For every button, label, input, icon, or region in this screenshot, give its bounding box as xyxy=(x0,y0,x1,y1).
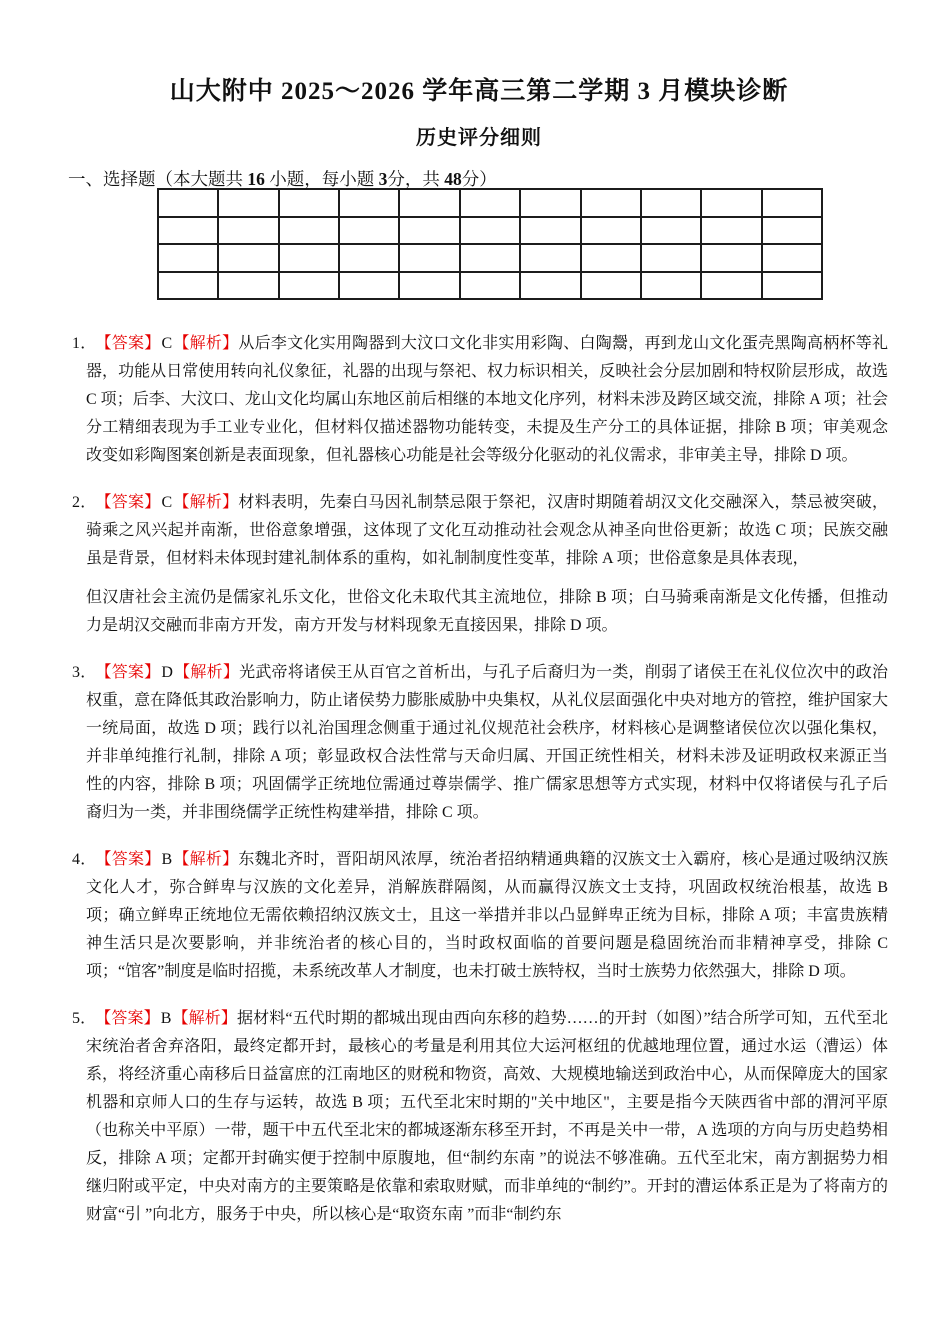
answer-grid-cell xyxy=(520,217,580,245)
answer-grid-cell xyxy=(641,244,701,272)
answer-items xyxy=(72,330,888,1229)
answer-grid-cell xyxy=(701,189,761,217)
item-paragraph xyxy=(72,1005,888,1229)
answer-value: B xyxy=(161,851,173,869)
analysis-label: 【解析】 xyxy=(173,851,239,869)
item-analysis-text: 从后李文化实用陶器到大汶口文化非实用彩陶、白陶鬶，再到龙山文化蛋壳黑陶高柄杯等礼器，功能从日常使用转向礼仪象征，礼器的出现与祭祀、权力标识相关，反映社会分层加剧和特权阶层形成，故选 C 项；后李、大汶口、龙山文化均属山东地区前后相继的本地文化序列，材料未涉及跨区域交流，排除 A 项；社会分工精细表现为手工业专业化，但材料仅描述器物功能转变，未提及生产分工的具体证据，排除 B 项；审美观念改变如彩陶图案创新是表面现象，但礼器核心功能是社会等级分化驱动的礼仪需求，非审美主导，排除 D 项。 xyxy=(86,335,888,465)
answer-grid-cell xyxy=(218,217,278,245)
answer-item-1 xyxy=(72,330,888,470)
answer-grid-row xyxy=(158,189,822,217)
answer-label: 【答案】 xyxy=(103,851,161,869)
document-subtitle: 历史评分细则 xyxy=(416,127,542,150)
answer-grid-cell xyxy=(581,189,641,217)
answer-grid-cell xyxy=(279,217,339,245)
item-paragraph xyxy=(72,659,888,827)
answer-grid-cell xyxy=(641,217,701,245)
section-heading-mid1: 小题，每小题 xyxy=(264,169,379,190)
analysis-label: 【解析】 xyxy=(173,494,239,512)
answer-grid-cell xyxy=(218,189,278,217)
item-number: 4． xyxy=(72,851,97,869)
answer-grid-cell xyxy=(701,244,761,272)
answer-grid-cell xyxy=(520,189,580,217)
answer-grid-cell xyxy=(158,244,218,272)
answer-label: 【答案】 xyxy=(103,335,161,353)
question-count: 16 xyxy=(247,169,265,190)
answer-item-2 xyxy=(72,489,888,640)
answer-grid-cell xyxy=(158,217,218,245)
answer-grid-cell xyxy=(762,244,822,272)
answer-item-5 xyxy=(72,1005,888,1229)
answer-value: C xyxy=(161,335,173,353)
answer-grid-cell xyxy=(460,272,520,300)
answer-grid-cell xyxy=(762,189,822,217)
answer-grid-cell xyxy=(218,244,278,272)
answer-grid-cell xyxy=(158,272,218,300)
document-title: 山大附中 2025～2026 学年高三第二学期 3 月模块诊断 xyxy=(169,78,789,105)
answer-grid-cell xyxy=(520,272,580,300)
answer-grid-cell xyxy=(641,189,701,217)
answer-label: 【答案】 xyxy=(103,664,161,682)
item-paragraph xyxy=(72,489,888,573)
points-each: 3 xyxy=(378,169,388,190)
section-heading-suffix: 分） xyxy=(461,169,497,190)
analysis-label: 【解析】 xyxy=(172,1010,238,1028)
answer-label: 【答案】 xyxy=(103,494,161,512)
analysis-label: 【解析】 xyxy=(173,664,240,682)
section-heading-mid2: 分，共 xyxy=(387,169,445,190)
answer-grid-cell xyxy=(339,244,399,272)
answer-grid-cell xyxy=(279,272,339,300)
answer-grid-row xyxy=(158,244,822,272)
answer-grid-cell xyxy=(460,217,520,245)
answer-grid-cell xyxy=(279,244,339,272)
answer-grid-cell xyxy=(762,272,822,300)
answer-grid-cell xyxy=(279,189,339,217)
answer-grid-cell xyxy=(581,244,641,272)
item-analysis-text: 东魏北齐时，晋阳胡风浓厚，统治者招纳精通典籍的汉族文士入霸府，核心是通过吸纳汉族文化人才，弥合鲜卑与汉族的文化差异，消解族群隔阂，从而赢得汉族文士支持，巩固政权统治根基，故选 B 项；确立鲜卑正统地位无需依赖招纳汉族文士，且这一举措并非以凸显鲜卑正统为目标，排除 A 项；丰富贵族精神生活只是次要影响，并非统治者的核心目的，当时政权面临的首要问题是稳固统治而非精神享受，排除 C 项；“馆客”制度是临时招揽，未系统改革人才制度，也未打破士族特权，当时士族势力依然强大，排除 D 项。 xyxy=(86,851,888,981)
answer-grid-cell xyxy=(339,272,399,300)
answer-grid-cell xyxy=(218,272,278,300)
answer-grid-cell xyxy=(399,272,459,300)
item-analysis-text: 材料表明，先秦白马因礼制禁忌限于祭祀，汉唐时期随着胡汉文化交融深入，禁忌被突破，骑乘之风兴起并南渐，世俗意象增强，这体现了文化互动推动社会观念从神圣向世俗更新；故选 C 项；民族交融虽是背景，但材料未体现封建礼制体系的重构，如礼制制度性变革，排除 A 项；世俗意象是具体表现， xyxy=(86,494,888,568)
answer-grid-cell xyxy=(339,217,399,245)
item-number: 2． xyxy=(72,494,97,512)
answer-grid-cell xyxy=(701,272,761,300)
answer-grid-cell xyxy=(581,217,641,245)
answer-grid-cell xyxy=(460,244,520,272)
answer-value: D xyxy=(161,664,173,682)
answer-grid-cell xyxy=(520,244,580,272)
item-paragraph-continued: 但汉唐社会主流仍是儒家礼乐文化，世俗文化未取代其主流地位，排除 B 项；白马骑乘南渐是文化传播，但推动力是胡汉交融而非南方开发，南方开发与材料现象无直接因果，排除 D 项。 xyxy=(86,589,888,635)
answer-grid-cell xyxy=(158,189,218,217)
answer-label: 【答案】 xyxy=(103,1010,160,1028)
answer-grid-cell xyxy=(762,217,822,245)
item-paragraph xyxy=(72,846,888,986)
answer-grid-cell xyxy=(399,189,459,217)
points-total: 48 xyxy=(444,169,462,190)
answer-grid-cell xyxy=(581,272,641,300)
item-analysis-text: 光武帝将诸侯王从百官之首析出，与孔子后裔归为一类，削弱了诸侯王在礼仪位次中的政治权重，意在降低其政治影响力，防止诸侯势力膨胀威胁中央集权，从礼仪层面强化中央对地方的管控，维护国家大一统局面，故选 D 项；践行以礼治国理念侧重于通过礼仪规范社会秩序，材料核心是调整诸侯位次以强化集权，并非单纯推行礼制，排除 A 项；彰显政权合法性常与天命归属、开国正统性相关，材料未涉及证明政权来源正当性的内容，排除 B 项；巩固儒学正统地位需通过尊崇儒学、推广儒家思想等方式实现，材料中仅将诸侯与孔子后裔归为一类，并非围绕儒学正统性构建举措，排除 C 项。 xyxy=(86,664,888,822)
answer-grid-cell xyxy=(701,217,761,245)
answer-grid-cell xyxy=(399,244,459,272)
item-paragraph xyxy=(72,330,888,470)
item-number: 5． xyxy=(72,1010,97,1028)
answer-grid-cell xyxy=(460,189,520,217)
item-analysis-text: 据材料“五代时期的都城出现由西向东移的趋势……的开封（如图）”结合所学可知，五代至北宋统治者舍弃洛阳，最终定都开封，最核心的考量是利用其位大运河枢纽的优越地理位置，通过水运（漕运）体系，将经济重心南移后日益富庶的江南地区的财税和物资，高效、大规模地输送到政治中心，从而保障庞大的国家机器和京师人口的生存与运转，故选 B 项；五代至北宋时期的"关中地区"，主要是指今天陕西省中部的渭河平原（也称关中平原）一带，题干中五代至北宋的都城逐渐东移至开封，不再是关中一带，A 选项的方向与历史趋势相反，排除 A 项；定都开封确实便于控制中原腹地，但“制约东南 ”的说法不够准确。五代至北宋，南方割据势力相继归附或平定，中央对南方的主要策略是依靠和索取财赋，而非单纯的“制约”。开封的漕运体系正是为了将南方的财富“引 ”向北方，服务于中央，所以核心是“取资东南 ”而非“制约东 xyxy=(86,1010,888,1224)
item-number: 1． xyxy=(72,335,97,353)
answer-item-3 xyxy=(72,659,888,827)
answer-value: C xyxy=(161,494,173,512)
item-number: 3． xyxy=(72,664,97,682)
answer-grid-row xyxy=(158,217,822,245)
answer-item-4 xyxy=(72,846,888,986)
answer-grid-row xyxy=(158,272,822,300)
analysis-label: 【解析】 xyxy=(173,335,239,353)
answer-grid xyxy=(157,188,823,300)
answer-grid-cell xyxy=(399,217,459,245)
answer-grid-cell xyxy=(641,272,701,300)
section-heading-prefix: 一、选择题（本大题共 xyxy=(68,169,248,190)
answer-grid-cell xyxy=(339,189,399,217)
answer-value: B xyxy=(160,1010,172,1028)
